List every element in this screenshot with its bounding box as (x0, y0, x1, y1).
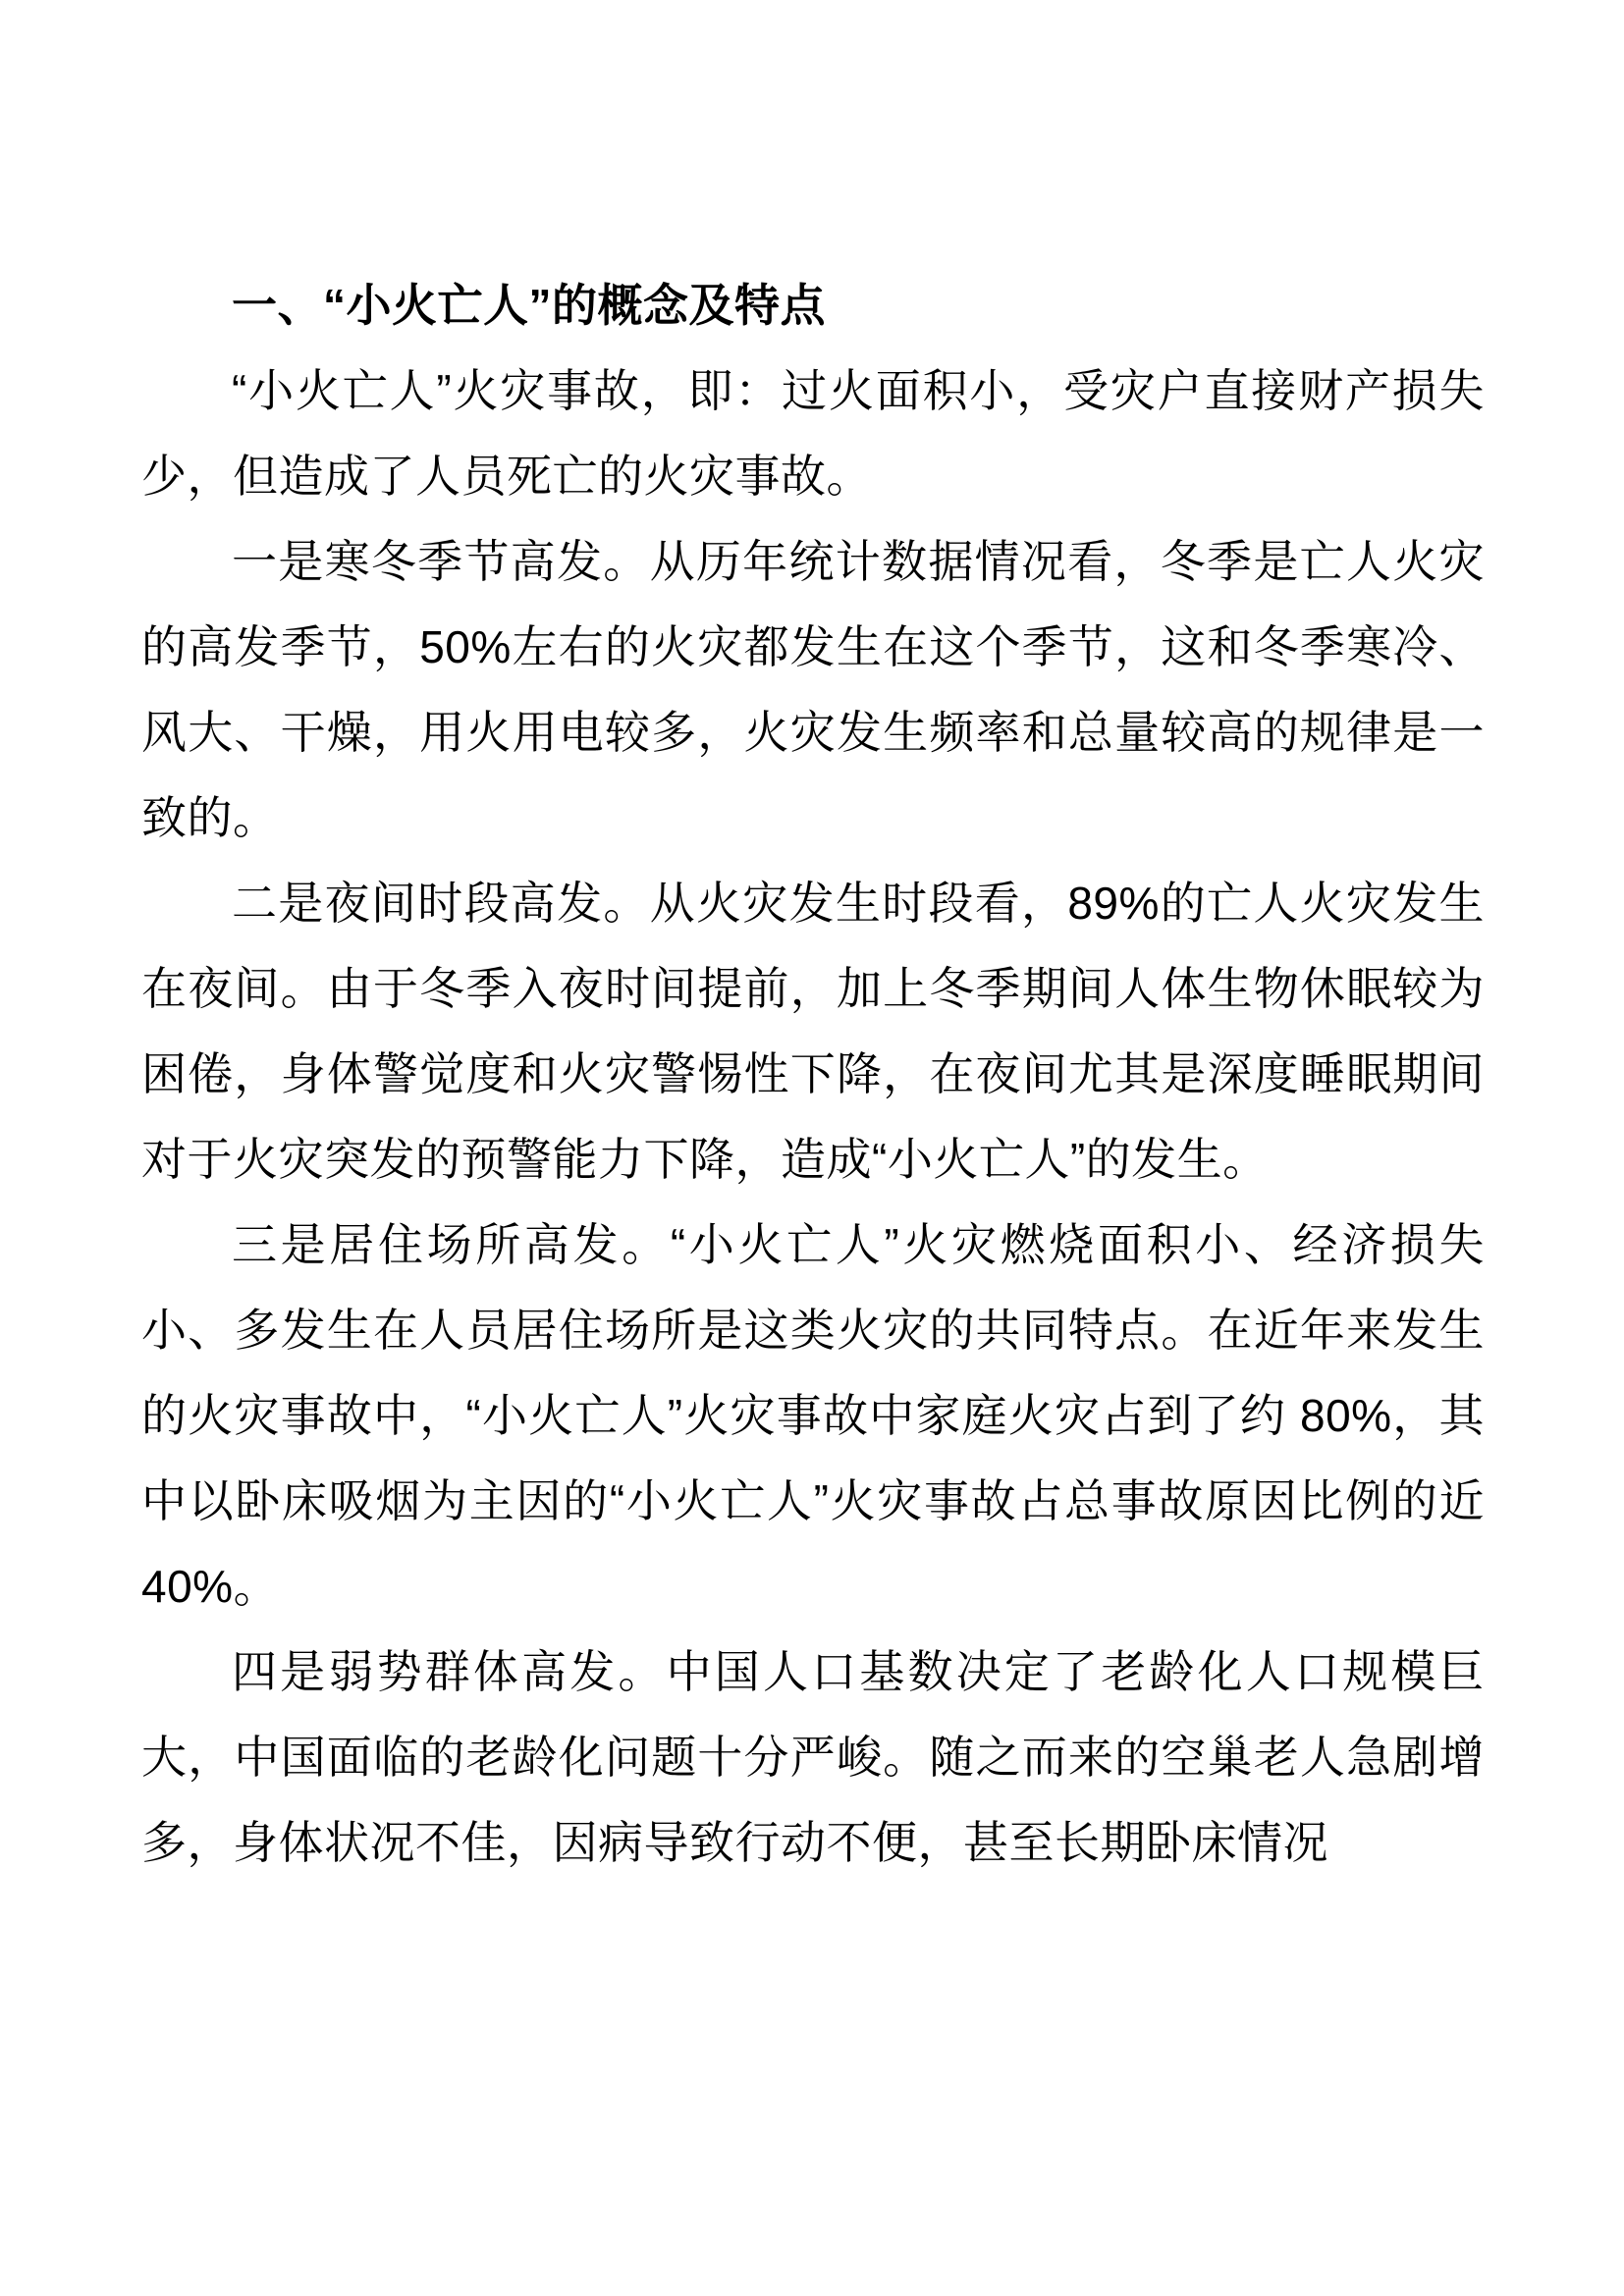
paragraph-point2-night: 二是夜间时段高发。从火灾发生时段看，89%的亡人火灾发生在夜间。由于冬季入夜时间提前，加上冬季期间人体生物休眠较为困倦，身体警觉度和火灾警惕性下降，在夜间尤其是深度睡眠期间对于火灾突发的预警能力下降，造成“小火亡人”的发生。 (141, 878, 1485, 1185)
paragraph-point3-residential: 三是居住场所高发。“小火亡人”火灾燃烧面积小、经济损失小、多发生在人员居住场所是这类火灾的共同特点。在近年来发生的火灾事故中，“小火亡人”火灾事故中家庭火灾占到了约 80%，其中以卧床吸烟为主因的“小火亡人”火灾事故占总事故原因比例的近 40%。 (141, 1219, 1485, 1612)
paragraph-point1-winter: 一是寒冬季节高发。从历年统计数据情况看，冬季是亡人火灾的高发季节，50%左右的火灾都发生在这个季节，这和冬季寒冷、风大、干燥，用火用电较多，火灾发生频率和总量较高的规律是一致的。 (141, 536, 1485, 843)
section-heading: 一、“小火亡人”的概念及特点 (232, 280, 826, 331)
paragraph-definition: “小火亡人”火灾事故，即：过火面积小，受灾户直接财产损失少，但造成了人员死亡的火灾事故。 (141, 365, 1485, 502)
document-content (141, 263, 1485, 1886)
paragraph-point4-vulnerable: 四是弱势群体高发。中国人口基数决定了老龄化人口规模巨大，中国面临的老龄化问题十分严峻。随之而来的空巢老人急剧增多，身体状况不佳，因病导致行动不便，甚至长期卧床情况 (141, 1646, 1485, 1868)
